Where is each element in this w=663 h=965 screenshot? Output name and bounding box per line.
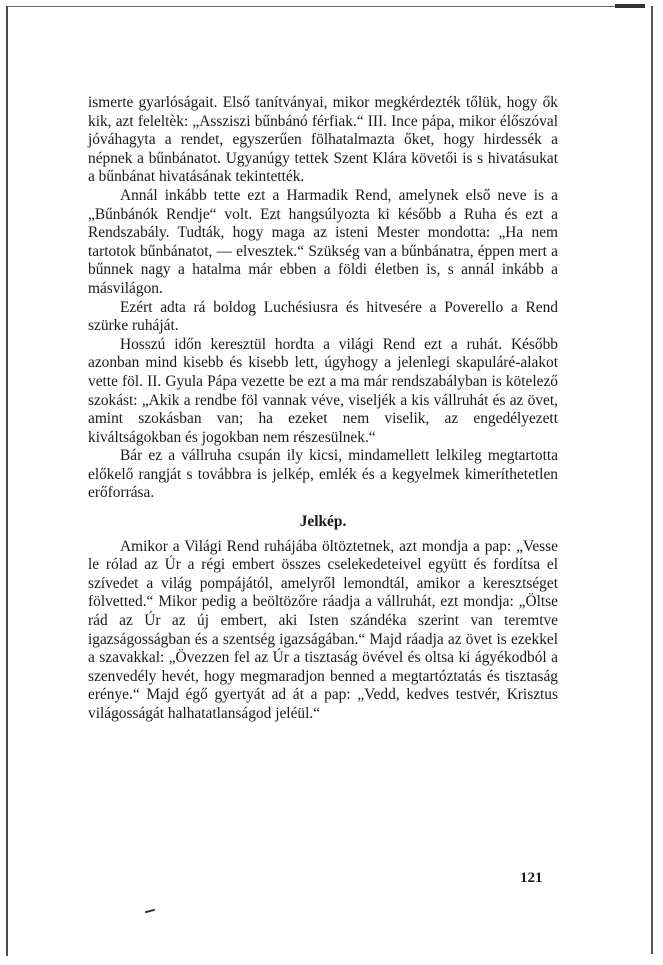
paragraph-5: Bár ez a vállruha csupán ily kicsi, mindamellett lelkileg megtartotta előkelő rangját s továbbra is jelkép, emlék és a kegyelmek kimeríthetetlen erőforrása. (88, 447, 558, 502)
scan-corner-mark (615, 4, 645, 8)
paragraph-4: Hosszú időn keresztül hordta a világi Rend ezt a ruhát. Később azonban mind kisebb és kisebb lett, úgyhogy a jelenlegi skapuláré-alakot vette föl. II. Gyula Pápa vezette be ezt a ma már rendszabályban is kötelező szokást: „Akik a rendbe föl vannak véve, viseljék a kis vállruhát és az övet, amint szokásban van; ha ezeket nem viselik, az engedélyezett kiváltságokban és jogokban nem részesülnek.“ (88, 335, 558, 446)
page-number: 121 (520, 870, 543, 886)
scan-border-top (6, 6, 636, 7)
page-body (88, 94, 558, 724)
paragraph-3: Ezért adta rá boldog Luchésiusra és hitvesére a Poverello a Rend szürke ruháját. (88, 298, 558, 335)
paragraph-1: ismerte gyarlóságait. Első tanítványai, mikor megkérdezték tőlük, hogy ők kik, azt feleltèk: „Assziszi bűnbánó férfiak.“ III. Ince pápa, mikor élőszóval jóváhagyta a rendet, egyszerűen fölhatalmazta őket, hogy hirdessék a népnek a bűnbánatot. Ugyanúgy tettek Szent Klára követői is s hivatásukat a bűnbánat hivatásának tekintették. (88, 94, 558, 186)
paragraph-6: Amikor a Világi Rend ruhájába öltöztetnek, azt mondja a pap: „Vesse le rólad az Úr a régi embert összes cselekedeteivel együtt és fordítsa el szívedet a világ pompájától, amelyről lemondtál, amikor a keresztséget fölvetted.“ Mikor pedig a beöltözőre ráadja a vállruhát, ezt mondja: „Öltse rád az Úr az új embert, aki Isten szándéka szerint van teremtve igazságosságban és a szentség igazságában.“ Majd ráadja az övet is ezekkel a szavakkal: „Övezzen fel az Úr a tisztaság övével és oltsa ki ágyékodból a szenvedély hevét, hogy megmaradjon benned a megtartóztatás és tisztaság erénye.“ Majd égő gyertyát ad át a pap: „Vedd, kedves testvér, Krisztus világosságát halhatatlanságod jeléül.“ (88, 537, 558, 722)
section-heading: Jelkép. (299, 513, 347, 531)
paragraph-2: Annál inkább tette ezt a Harmadik Rend, amelynek első neve is a „Bűnbánók Rendje“ volt. Ezt hangsúlyozta ki később a Ruha és ezt a Rendszabály. Tudták, hogy maga az isteni Mester mondotta: „Ha nem tartotok bűnbánatot, — elvesztek.“ Szükség van a bűnbánatra, éppen mert a bűnnek nagy a hatalma már ebben a földi életben is, s annál inkább a másvilágon. (88, 186, 558, 297)
scan-border-left (6, 6, 8, 956)
scan-speck (145, 909, 155, 914)
scan-border-right (651, 6, 653, 954)
